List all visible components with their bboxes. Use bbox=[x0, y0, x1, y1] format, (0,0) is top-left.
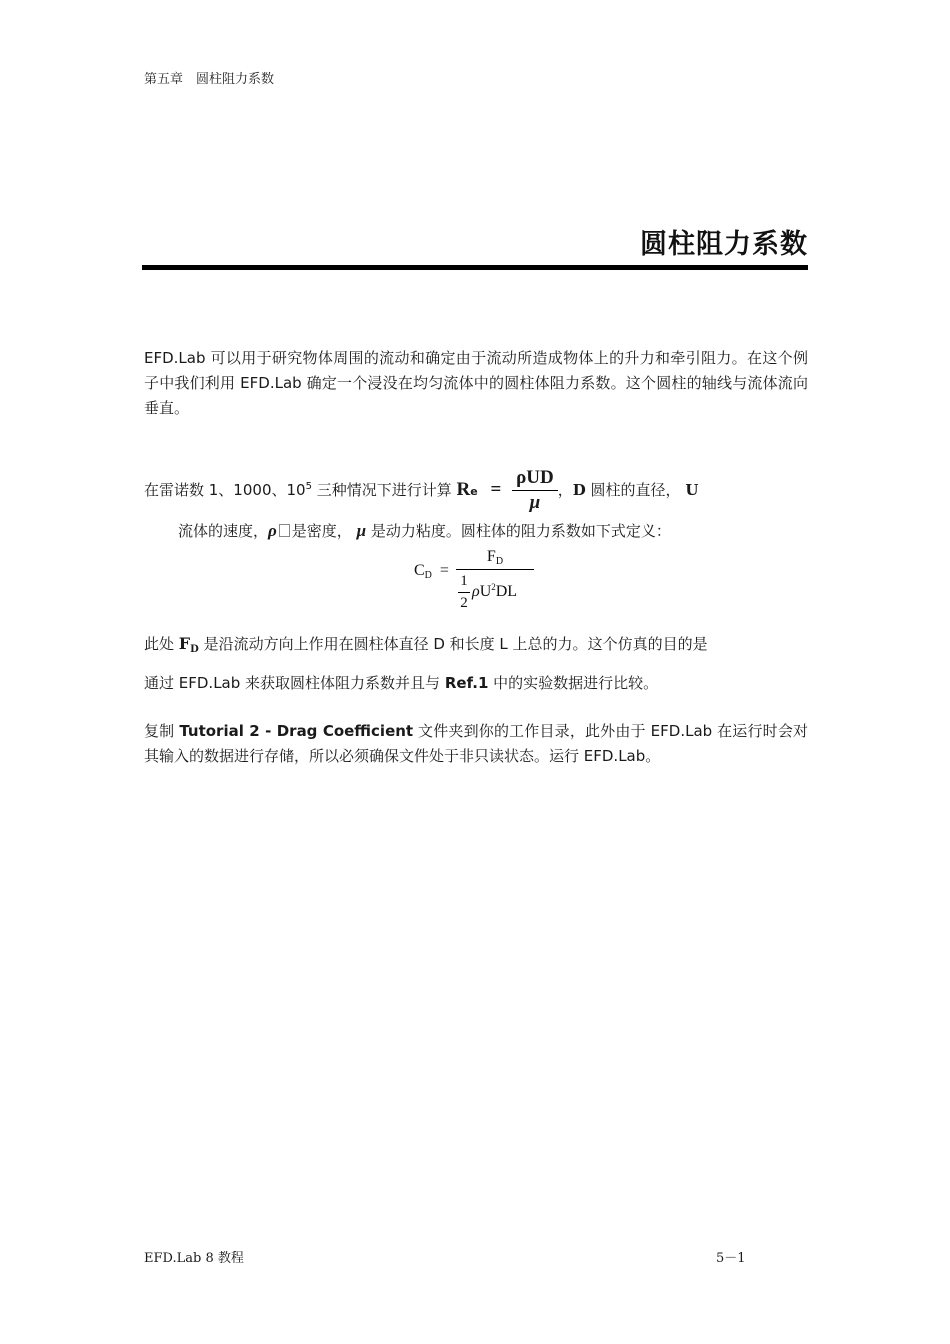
running-header: 第五章 圆柱阻力系数 bbox=[144, 72, 275, 87]
fd-symbol: F bbox=[178, 634, 191, 653]
diameter-text: 圆柱的直径， bbox=[585, 481, 681, 499]
fd-symbol-subscript: D bbox=[190, 644, 199, 655]
reynolds-exponent: 5 bbox=[305, 481, 312, 492]
footer-book-title: EFD.Lab 8 教程 bbox=[144, 1251, 244, 1266]
ref-label: Ref.1 bbox=[444, 674, 489, 692]
half-fraction bbox=[458, 574, 470, 611]
fd-subscript: D bbox=[495, 556, 504, 567]
copy-text: 复制 bbox=[144, 722, 180, 740]
title-rule bbox=[142, 265, 808, 270]
cd-lhs bbox=[414, 562, 449, 581]
force-line bbox=[144, 633, 708, 655]
cd-numerator bbox=[456, 548, 534, 567]
mu-symbol: μ bbox=[356, 521, 367, 540]
d-symbol: D bbox=[572, 481, 586, 499]
goal-text-post: 中的实验数据进行比较。 bbox=[488, 674, 659, 692]
cd-denominator bbox=[456, 572, 534, 616]
intro-paragraph: EFD.Lab 可以用于研究物体周围的流动和确定由于流动所造成物体上的升力和牵引阻力。在这个例子中我们利用 EFD.Lab 确定一个浸没在均匀流体中的圆柱体阻力系数。这个圆柱的轴线与流体流向垂直。 bbox=[144, 349, 808, 417]
u-symbol: U bbox=[685, 481, 699, 499]
reynolds-formula bbox=[457, 467, 558, 514]
re-denominator: μ bbox=[529, 492, 541, 513]
rho-symbol: ρ bbox=[268, 521, 277, 540]
page-title: 圆柱阻力系数 bbox=[640, 229, 808, 260]
re-equals: = bbox=[490, 479, 502, 500]
force-text-post: 是沿流动方向上作用在圆柱体直径 D 和长度 L 上总的力。这个仿真的目的是 bbox=[198, 635, 708, 653]
reynolds-line bbox=[144, 467, 698, 514]
half-numerator: 1 bbox=[460, 573, 468, 590]
footer-page-number: 5－1 bbox=[716, 1251, 746, 1266]
den-rho: ρ bbox=[472, 583, 480, 601]
re-fraction bbox=[512, 467, 558, 514]
cd-equals: = bbox=[439, 562, 449, 579]
instructions-paragraph bbox=[144, 719, 808, 769]
tutorial-folder-name: Tutorial 2 - Drag Coefficient bbox=[179, 722, 414, 740]
fd-main: F bbox=[486, 548, 496, 565]
reynolds-text-mid: 三种情况下进行计算 bbox=[311, 481, 457, 499]
instructions-text: 文件夹到你的工作目录，此外由于 EFD.Lab 在运行时会对其输入的数据进行存储，所以必须确保文件处于非只读状态。运行 EFD.Lab。 bbox=[144, 722, 808, 765]
re-symbol: R bbox=[456, 479, 471, 500]
cd-main: C bbox=[414, 562, 425, 579]
denominator-rest bbox=[472, 582, 517, 601]
cd-fraction-bar bbox=[456, 569, 534, 570]
force-text-pre: 此处 bbox=[144, 635, 179, 653]
definitions-line bbox=[178, 520, 671, 541]
den-dl: DL bbox=[495, 583, 518, 601]
half-bar bbox=[458, 592, 470, 593]
den-u: U bbox=[479, 583, 492, 601]
goal-line bbox=[144, 672, 658, 693]
reynolds-comma: ， bbox=[557, 481, 573, 499]
viscosity-text: 是动力粘度。圆柱体的阻力系数如下式定义： bbox=[366, 522, 671, 540]
half-denominator: 2 bbox=[460, 595, 468, 612]
velocity-text: 流体的速度， bbox=[178, 522, 269, 540]
re-numerator: ρUD bbox=[512, 467, 558, 491]
missing-glyph-box bbox=[279, 524, 290, 537]
re-subscript: e bbox=[470, 485, 478, 498]
goal-text-pre: 通过 EFD.Lab 来获取圆柱体阻力系数并且与 bbox=[144, 674, 445, 692]
cd-subscript: D bbox=[424, 570, 432, 581]
den-exponent: 2 bbox=[491, 582, 496, 593]
density-text: 是密度， bbox=[291, 522, 352, 540]
reynolds-text-pre: 在雷诺数 1、1000、10 bbox=[144, 481, 306, 499]
cd-fraction bbox=[456, 548, 534, 616]
